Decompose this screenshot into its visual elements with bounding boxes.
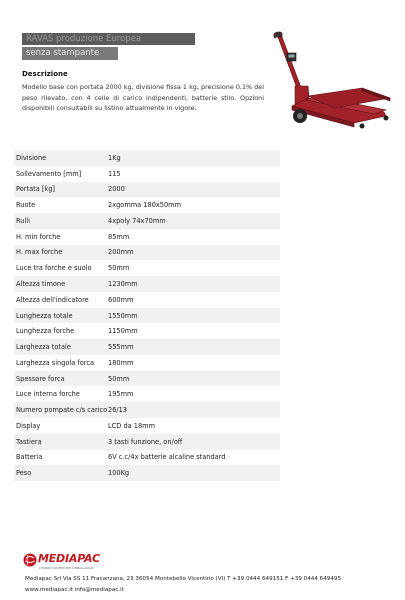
spec-label: Numero pompate c/s carico: [16, 406, 108, 415]
spec-value: 3 tasti funzione, on/off: [108, 437, 183, 446]
spec-label: Larghezza totale: [16, 343, 71, 352]
spec-value: 1Kg: [108, 153, 121, 162]
spec-row: [14, 371, 280, 387]
footer-contacts: www.mediapac.it info@mediapac.it: [25, 587, 124, 593]
spec-label: Lunghezza forche: [16, 327, 75, 336]
spec-row: [14, 323, 280, 339]
mediapac-logo: [22, 550, 122, 572]
spec-row: [14, 229, 280, 245]
spec-value: 1550mm: [108, 311, 138, 320]
spec-row: [14, 418, 280, 434]
spec-label: H. max forche: [16, 248, 63, 257]
spec-row: [14, 260, 280, 276]
header-subtitle-bar: [22, 47, 118, 60]
spec-value: 85mm: [108, 232, 130, 241]
spec-row: [14, 182, 280, 198]
spec-label: Sollevamento [mm]: [16, 169, 82, 178]
spec-row: [14, 213, 280, 229]
spec-value: 200mm: [108, 248, 134, 257]
spec-row: [14, 450, 280, 466]
spec-value: 26/13: [108, 406, 128, 415]
logo-tagline: L'ELENCO SISTEMI PER L'IMBALLAGGIO: [39, 566, 94, 570]
spec-label: Batteria: [16, 453, 43, 462]
spec-label: Spessore forca: [16, 374, 65, 383]
spec-label: Tastiera: [16, 437, 42, 446]
spec-value: 600mm: [108, 295, 134, 304]
spec-label: H. min forche: [16, 232, 61, 241]
spec-row: [14, 386, 280, 402]
description-text: Modello base con portata 2000 kg, divisione fissa 1 kg, precisione 0,1% del peso rilevato, con 4 celle di carico indipendenti, batterie stilo. Opzioni disponibili consultabili su listino attualmente in vigore.: [22, 83, 264, 113]
spec-row: [14, 434, 280, 450]
spec-value: 195mm: [108, 390, 134, 399]
spec-value: 4xpoly 74x70mm: [108, 216, 166, 225]
spec-label: Rulli: [16, 216, 30, 225]
spec-row: [14, 339, 280, 355]
spec-value: 50mm: [108, 264, 130, 273]
spec-label: Luce tra forche e suolo: [16, 264, 92, 273]
globe-icon: [22, 552, 38, 568]
spec-value: 1230mm: [108, 280, 138, 288]
spec-row: [14, 245, 280, 261]
spec-row: [14, 308, 280, 324]
spec-value: 2000: [108, 185, 125, 194]
logo-text: MEDIAPAC: [38, 552, 100, 565]
pallet-truck-image: [262, 28, 392, 146]
spec-label: Altezza timone: [16, 280, 66, 288]
spec-label: Peso: [16, 469, 32, 478]
spec-label: Display: [16, 421, 41, 430]
spec-label: Ruote: [16, 201, 36, 210]
spec-label: Divisione: [16, 153, 47, 162]
spec-row: [14, 402, 280, 418]
spec-value: 2xgomma 180x50mm: [108, 201, 182, 210]
spec-label: Larghezza singola forca: [16, 358, 95, 367]
spec-value: 100Kg: [108, 469, 130, 478]
spec-value: LCD da 18mm: [108, 421, 156, 430]
spec-value: 1150mm: [108, 327, 138, 336]
spec-label: Altezza dell'indicatore: [16, 295, 89, 304]
footer-address: Mediapac Srl Via SS 11 Fracanzana, 23 36054 Montebello Vicentino (VI) T +39 0444 649151 F +39 0444 649495: [25, 576, 342, 582]
spec-row: [14, 355, 280, 371]
spec-value: 180mm: [108, 358, 134, 367]
spec-row: [14, 276, 280, 292]
spec-row: [14, 150, 280, 166]
spec-label: Luce interna forche: [16, 390, 80, 399]
header-title-bar: [22, 33, 195, 45]
spec-value: 50mm: [108, 374, 130, 383]
spec-row: [14, 465, 280, 481]
description-heading: Descrizione: [22, 70, 68, 78]
specs-table: [14, 150, 280, 481]
spec-row: [14, 292, 280, 308]
spec-row: [14, 166, 280, 182]
spec-row: [14, 197, 280, 213]
spec-label: Portata [kg]: [16, 185, 55, 194]
header-title: RAVAS produzione Europea: [26, 34, 142, 44]
spec-value: 555mm: [108, 343, 134, 352]
spec-label: Lunghezza totale: [16, 311, 73, 320]
header-subtitle: senza stampante: [26, 48, 100, 58]
spec-value: 115: [108, 169, 121, 178]
spec-value: 6V c.c/4x batterie alcaline standard: [108, 453, 226, 462]
